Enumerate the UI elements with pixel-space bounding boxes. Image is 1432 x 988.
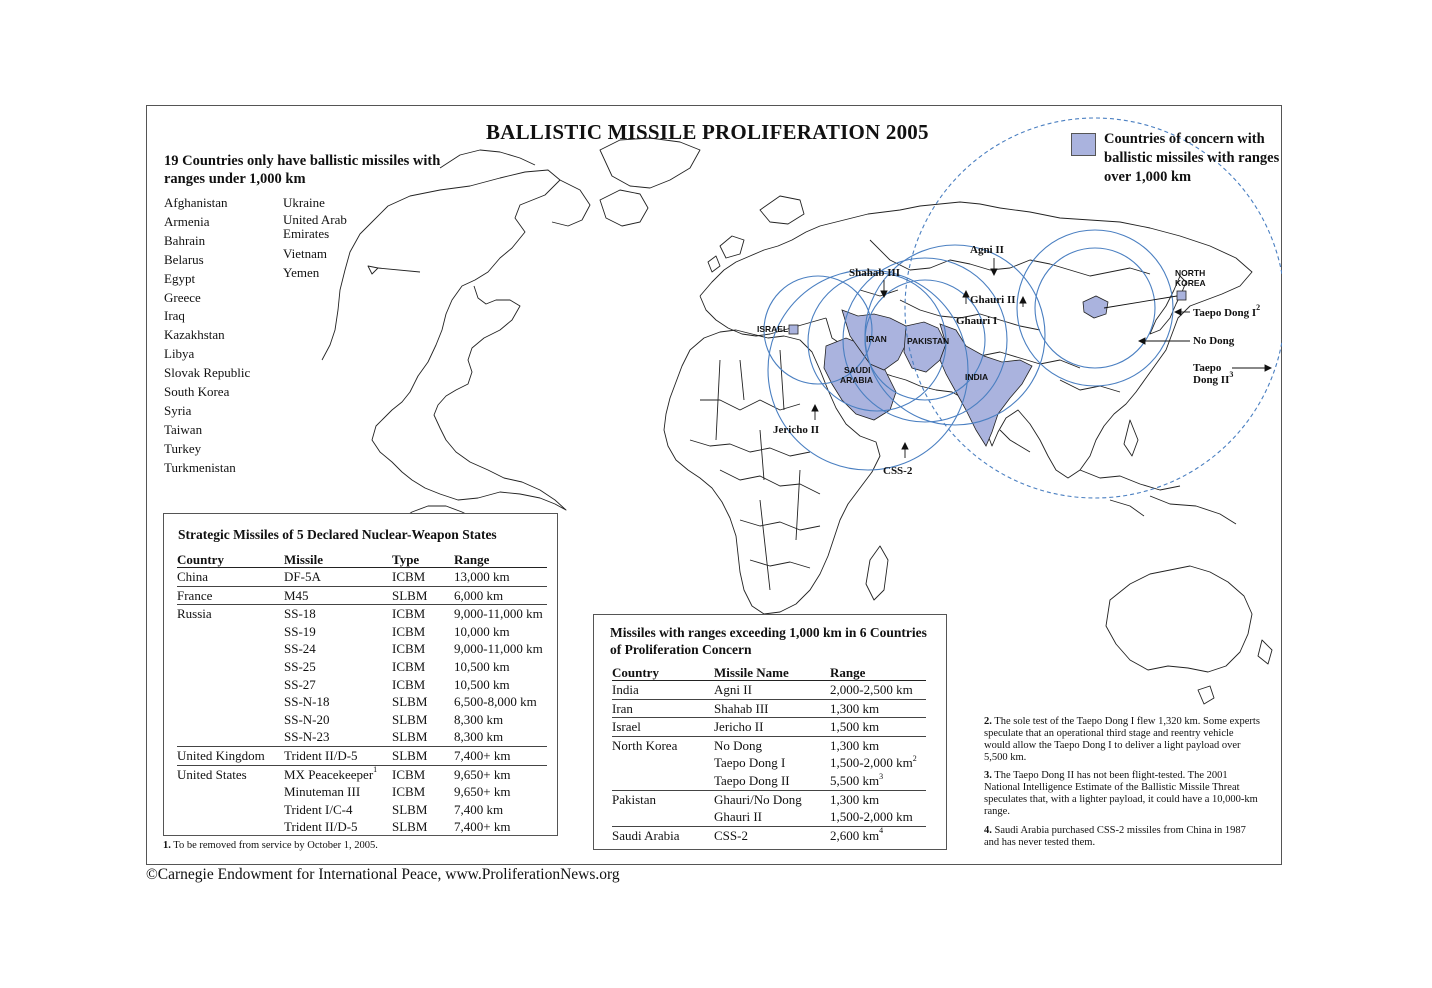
table-cell (830, 808, 926, 826)
cell-text: Taepo Dong I (714, 755, 786, 771)
cell-text: DF-5A (284, 569, 321, 584)
table-row (177, 746, 547, 765)
cell-text: 1,300 km (830, 700, 880, 716)
table-cell (177, 711, 284, 729)
cell-text: SLBM (392, 819, 428, 835)
table-cell (284, 568, 392, 587)
table-row (177, 783, 547, 801)
table-cell (454, 676, 547, 694)
country-list-item: South Korea (164, 384, 230, 400)
table-row (177, 658, 547, 676)
footnote-marker: 4 (879, 826, 884, 836)
table-cell (177, 693, 284, 711)
cell-text: Ghauri/No Dong (714, 791, 802, 807)
footnote-2: 2. The sole test of the Taepo Dong I flew 1,320 km. Some experts speculate that an operational third stage and reentry vehicle would allow the Taepo Dong I to deliver a light payload over 5,500 km. (984, 716, 1260, 763)
country-list-item: Syria (164, 402, 192, 418)
country-list-item: Egypt (164, 270, 196, 286)
range-label-taepo-ii-2: Dong $II^3$ (1193, 370, 1234, 386)
india-shape (940, 324, 1032, 446)
cell-text: SLBM (392, 694, 428, 710)
table-cell (392, 818, 454, 836)
table-cell (454, 640, 547, 658)
footnote-marker: 1 (373, 765, 378, 775)
table-row (612, 790, 926, 808)
column-header: Range (830, 665, 926, 681)
table-cell (612, 681, 714, 700)
country-list-item: Slovak Republic (164, 365, 251, 381)
cell-text: Ghauri II (714, 809, 763, 825)
cell-text: ICBM (392, 766, 426, 782)
cell-text: SS-N-23 (284, 729, 330, 745)
country-list-item: Turkey (164, 440, 202, 456)
table-cell (284, 623, 392, 641)
cell-text: ICBM (392, 623, 426, 639)
table-cell (830, 790, 926, 808)
cell-text: 9,000-11,000 km (454, 606, 543, 622)
cell-text: 1,500-2,000 km (830, 755, 913, 771)
range-label-taepo-i: Taepo Dong $I^2$ (1193, 303, 1261, 319)
table-row (177, 623, 547, 641)
cell-text: Jericho II (714, 719, 764, 735)
range-label-taepo-ii-1: Taepo (1193, 362, 1222, 374)
table-cell (284, 746, 392, 765)
north-korea-marker (1177, 291, 1186, 300)
table-cell (714, 790, 830, 808)
table-cell (454, 568, 547, 587)
cell-text: SLBM (392, 711, 428, 727)
table-cell (830, 736, 926, 754)
table-row (177, 711, 547, 729)
table-cell (612, 736, 714, 754)
cell-text: 9,650+ km (454, 784, 511, 800)
table-row (177, 818, 547, 836)
table-cell (177, 640, 284, 658)
proliferation-table (612, 665, 926, 844)
table-cell (714, 754, 830, 772)
label-israel: ISRAEL (757, 324, 789, 334)
cell-text: 1,500-2,000 km (830, 809, 913, 825)
table-cell (392, 623, 454, 641)
label-saudi-1: SAUDI (844, 365, 871, 375)
cell-text: 6,500-8,000 km (454, 694, 537, 710)
table-row (612, 754, 926, 772)
table-cell (392, 765, 454, 783)
north-korea-shape (1083, 296, 1108, 318)
strategic-table (177, 552, 547, 836)
table-cell (284, 640, 392, 658)
cell-text: United Kingdom (177, 747, 265, 763)
table-cell (177, 586, 284, 605)
table-cell (454, 728, 547, 746)
table-cell (392, 728, 454, 746)
cell-text: SS-18 (284, 606, 316, 622)
footnote-marker: 2 (912, 754, 917, 764)
table-cell (830, 772, 926, 790)
table-cell (454, 765, 547, 783)
country-list-item: Belarus (164, 251, 204, 267)
range-label-ghauri-i: Ghauri I (956, 315, 998, 327)
table-row (177, 640, 547, 658)
strategic-missiles-box (163, 513, 558, 836)
cell-text: SS-24 (284, 641, 316, 657)
cell-text: ICBM (392, 784, 426, 800)
table-cell (284, 711, 392, 729)
country-list-item: Taiwan (164, 421, 203, 437)
cell-text: 10,500 km (454, 658, 510, 674)
cell-text: 10,000 km (454, 623, 510, 639)
table-cell (284, 693, 392, 711)
cell-text: 1,500 km (830, 719, 880, 735)
legend-text: Countries of concern with ballistic missiles with ranges over 1,000 km (1104, 131, 1280, 185)
footnote-marker: 3 (879, 771, 884, 781)
table-cell (392, 801, 454, 819)
column-header: Missile (284, 552, 392, 568)
table-cell (284, 658, 392, 676)
table-cell (612, 790, 714, 808)
table-cell (284, 605, 392, 623)
cell-text: MX Peacekeeper (284, 766, 374, 782)
column-header: Country (177, 552, 284, 568)
cell-text: 7,400 km (454, 801, 504, 817)
cell-text: ICBM (392, 676, 426, 692)
cell-text: France (177, 587, 213, 603)
country-list-item: Iraq (164, 308, 185, 324)
country-list-item: United Arab Emirates (283, 211, 347, 241)
table-cell (392, 605, 454, 623)
cell-text: 7,400+ km (454, 747, 511, 763)
cell-text: Trident II/D-5 (284, 747, 358, 763)
table-cell (177, 676, 284, 694)
table-cell (392, 746, 454, 765)
table-cell (392, 568, 454, 587)
country-list-item: Yemen (283, 264, 320, 280)
cell-text: SS-N-20 (284, 711, 330, 727)
label-saudi-2: ARABIA (840, 375, 874, 385)
cell-text: 9,650+ km (454, 766, 511, 782)
table-cell (454, 711, 547, 729)
greenland-outline (600, 138, 700, 188)
israel-marker (789, 325, 798, 334)
cell-text: SLBM (392, 747, 428, 763)
under-1000-list-col1 (164, 194, 250, 478)
table-row (177, 693, 547, 711)
table-cell (714, 699, 830, 718)
table-cell (454, 605, 547, 623)
table-cell (454, 801, 547, 819)
range-label-shahab: Shahab III (849, 267, 901, 279)
cell-text: ICBM (392, 606, 426, 622)
table-cell (612, 826, 714, 844)
label-iran: IRAN (866, 334, 887, 344)
cell-text: SLBM (392, 801, 428, 817)
cell-text: SS-19 (284, 623, 316, 639)
proliferation-title: Missiles with ranges exceeding 1,000 km in 6 Countries of Proliferation Concern (610, 625, 927, 657)
table-row (612, 772, 926, 790)
table-cell (454, 783, 547, 801)
cell-text: Israel (612, 719, 641, 735)
cell-text: M45 (284, 587, 309, 603)
table-cell (454, 818, 547, 836)
footnote-3: 3. The Taepo Dong II has not been flight-tested. The 2001 National Intelligence Estimate of the Ballistic Missile Threat speculates that, with a lighter payload, it could have a 10,000-km range. (984, 770, 1258, 817)
country-list-item: Vietnam (283, 245, 327, 261)
country-list-item: Afghanistan (164, 195, 228, 210)
country-list-item: Greece (164, 289, 201, 305)
cell-text: 2,000-2,500 km (830, 682, 913, 697)
copyright: ©Carnegie Endowment for International Peace, www.ProliferationNews.org (146, 866, 620, 883)
cell-text: 9,000-11,000 km (454, 641, 543, 657)
cell-text: China (177, 569, 209, 584)
table-cell (714, 681, 830, 700)
cell-text: 2,600 km (830, 827, 880, 843)
table-cell (284, 676, 392, 694)
cell-text: SLBM (392, 587, 428, 603)
table-row (612, 808, 926, 826)
country-list-item: Armenia (164, 213, 210, 229)
europe-outline (700, 202, 1000, 296)
cell-text: 7,400+ km (454, 819, 511, 835)
table-cell (714, 826, 830, 844)
table-cell (830, 699, 926, 718)
cell-text: Pakistan (612, 791, 657, 807)
table-cell (177, 818, 284, 836)
table-cell (714, 808, 830, 826)
footnote-4: 4. Saudi Arabia purchased CSS-2 missiles from China in 1987 and has never tested them. (984, 825, 1246, 848)
cell-text: Trident I/C-4 (284, 801, 353, 817)
table-cell (612, 808, 714, 826)
table-cell (714, 772, 830, 790)
cell-text: 8,300 km (454, 711, 504, 727)
column-header: Country (612, 665, 714, 681)
table-cell (284, 765, 392, 783)
table-cell (830, 718, 926, 737)
table-row (177, 765, 547, 783)
cell-text: North Korea (612, 737, 678, 753)
legend-swatch (1071, 133, 1096, 156)
label-north-korea-1: NORTH (1175, 268, 1206, 278)
table-cell (714, 718, 830, 737)
cell-text: 10,500 km (454, 676, 510, 692)
cell-text: SLBM (392, 729, 428, 745)
cell-text: 6,000 km (454, 587, 504, 603)
table-cell (392, 693, 454, 711)
cell-text: Trident II/D-5 (284, 819, 358, 835)
proliferation-box (593, 614, 947, 850)
column-header: Type (392, 552, 454, 568)
column-header: Missile Name (714, 665, 830, 681)
cell-text: ICBM (392, 658, 426, 674)
table-row (177, 676, 547, 694)
table-cell (714, 736, 830, 754)
table-cell (392, 586, 454, 605)
table-cell (830, 681, 926, 700)
cell-text: CSS-2 (714, 827, 748, 843)
table-cell (284, 818, 392, 836)
table-cell (177, 605, 284, 623)
cell-text: SS-N-18 (284, 694, 330, 710)
country-list-item: Ukraine (283, 195, 325, 210)
table-cell (612, 772, 714, 790)
under-1000-heading: 19 Countries only have ballistic missiles with ranges under 1,000 km (164, 153, 441, 187)
table-row (612, 736, 926, 754)
table-cell (284, 801, 392, 819)
country-list-item: Turkmenistan (164, 459, 236, 475)
cell-text: SS-27 (284, 676, 316, 692)
table-row (177, 728, 547, 746)
range-label-agni: Agni II (970, 244, 1004, 256)
range-label-css2: CSS-2 (883, 465, 913, 477)
cell-text: 13,000 km (454, 569, 510, 584)
table-cell (284, 586, 392, 605)
cell-text: Iran (612, 700, 633, 716)
cell-text: 5,500 km (830, 772, 880, 788)
table-cell (830, 754, 926, 772)
cell-text: Agni II (714, 682, 752, 697)
label-pakistan: PAKISTAN (907, 336, 950, 346)
table-cell (454, 746, 547, 765)
cell-text: Russia (177, 606, 212, 622)
cell-text: ICBM (392, 569, 426, 584)
table-cell (177, 728, 284, 746)
cell-text: SS-25 (284, 658, 316, 674)
range-label-no-dong: No Dong (1193, 335, 1235, 347)
column-header: Range (454, 552, 547, 568)
country-list-item: Bahrain (164, 232, 206, 248)
table-cell (177, 746, 284, 765)
label-north-korea-2: KOREA (1175, 278, 1206, 288)
cell-text: Minuteman III (284, 784, 361, 800)
table-cell (177, 765, 284, 783)
strategic-footnote: 1. To be removed from service by October 1, 2005. (163, 840, 378, 851)
pakistan-shape (904, 322, 946, 372)
table-cell (392, 676, 454, 694)
cell-text: United States (177, 766, 247, 782)
table-cell (177, 658, 284, 676)
table-cell (177, 623, 284, 641)
table-cell (612, 718, 714, 737)
table-cell (612, 754, 714, 772)
cell-text: No Dong (714, 737, 763, 753)
table-row (177, 801, 547, 819)
page-title: BALLISTIC MISSILE PROLIFERATION 2005 (486, 120, 929, 144)
cell-text: Shahab III (714, 700, 769, 716)
table-row (177, 605, 547, 623)
table-row (612, 826, 926, 844)
table-cell (392, 658, 454, 676)
cell-text: 1,300 km (830, 737, 880, 753)
range-label-ghauri-ii: Ghauri II (970, 294, 1016, 306)
table-cell (392, 640, 454, 658)
country-list-item: Libya (164, 346, 195, 362)
table-row (177, 586, 547, 605)
cell-text: 1,300 km (830, 791, 880, 807)
range-label-jericho: Jericho II (773, 424, 820, 436)
table-cell (177, 801, 284, 819)
cell-text: Saudi Arabia (612, 827, 680, 843)
table-row (612, 681, 926, 700)
table-cell (454, 586, 547, 605)
under-1000-list-col2 (283, 194, 363, 283)
table-cell (177, 568, 284, 587)
table-cell (284, 783, 392, 801)
table-cell (454, 623, 547, 641)
table-cell (830, 826, 926, 844)
table-cell (392, 783, 454, 801)
table-row (612, 718, 926, 737)
table-cell (284, 728, 392, 746)
strategic-title: Strategic Missiles of 5 Declared Nuclear-Weapon States (178, 527, 497, 542)
table-cell (454, 693, 547, 711)
table-cell (454, 658, 547, 676)
australia-outline (1106, 566, 1252, 672)
table-row (177, 568, 547, 587)
cell-text: 8,300 km (454, 729, 504, 745)
table-cell (612, 699, 714, 718)
table-cell (177, 783, 284, 801)
country-list-item: Kazakhstan (164, 327, 225, 343)
cell-text: ICBM (392, 641, 426, 657)
table-row (612, 699, 926, 718)
label-india: INDIA (965, 372, 989, 382)
table-cell (392, 711, 454, 729)
cell-text: Taepo Dong II (714, 772, 790, 788)
cell-text: India (612, 682, 639, 697)
